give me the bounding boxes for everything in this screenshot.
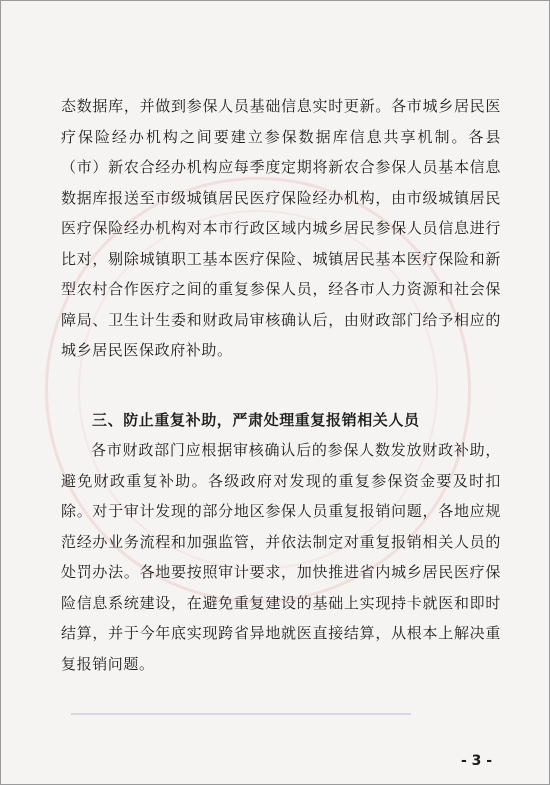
- page-number: - 3 -: [461, 753, 493, 769]
- body-paragraph-2: 各市财政部门应根据审核确认后的参保人数发放财政补助，避免财政重复补助。各级政府对发现的重复参保资金要及时扣除。对于审计发现的部分地区参保人员重复报销问题，各地应规范经办业务流程和加强监管，并依法制定对重复报销相关人员的处罚办法。各地要按照审计要求，加快推进省内城乡居民医疗保险信息系统建设，在避免重复建设的基础上实现持卡就医和即时结算，并于今年底实现跨省异地就医直接结算，从根本上解决重复报销问题。: [61, 441, 501, 673]
- bleed-through-footer-line: [71, 713, 411, 715]
- body-paragraph-1: 态数据库，并做到参保人员基础信息实时更新。各市城乡居民医疗保险经办机构之间要建立参保数据库信息共享机制。各县（市）新农合经办机构应每季度定期将新农合参保人员基本信息数据库报送至市级城镇居民医疗保险经办机构，由市级城镇居民医疗保险经办机构对本市行政区域内城乡居民参保人员信息进行比对，剔除城镇职工基本医疗保险、城镇居民基本医疗保险和新型农村合作医疗之间的重复参保人员，经各市人力资源和社会保障局、卫生计生委和财政局审核确认后，由财政部门给予相应的城乡居民医保政府补助。: [61, 97, 501, 359]
- section-heading: 三、防止重复补助，严肃处理重复报销相关人员: [92, 411, 420, 429]
